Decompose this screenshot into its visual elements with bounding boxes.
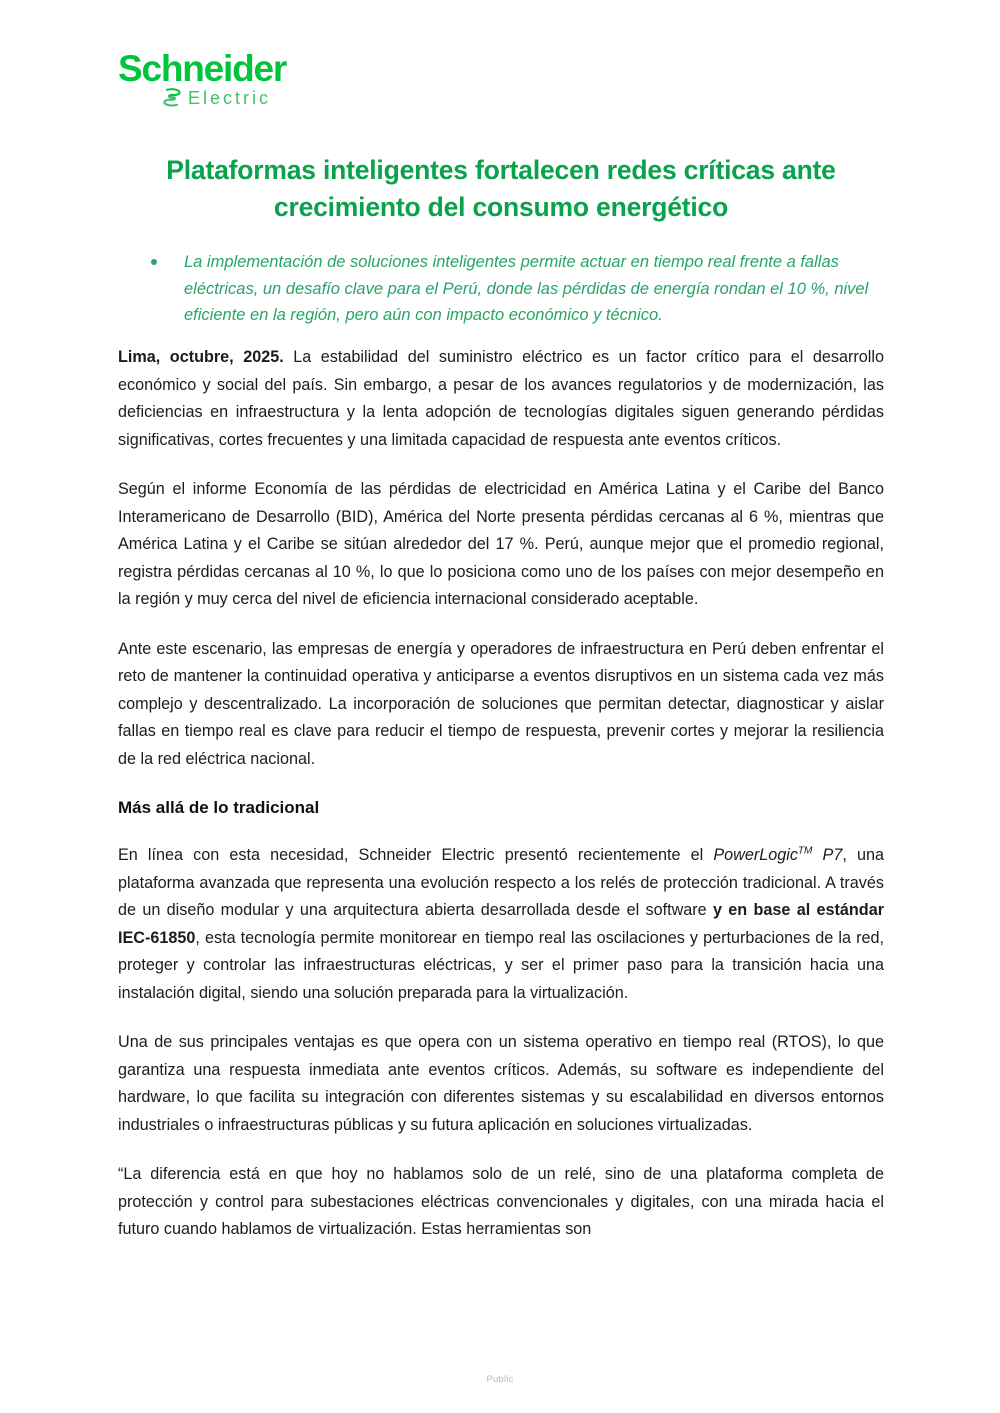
- trademark-symbol: TM: [797, 845, 813, 857]
- schneider-electric-logo: [118, 48, 378, 112]
- page-title: Plataformas inteligentes fortalecen redes críticas ante crecimiento del consumo energético: [166, 155, 836, 222]
- logo-subrow: [118, 88, 378, 107]
- logo-wordmark: Schneider: [118, 48, 287, 89]
- product-name: PowerLogic: [713, 846, 798, 864]
- dateline: Lima, octubre, 2025.: [118, 348, 284, 366]
- list-item: [118, 249, 884, 329]
- paragraph-rtos-advantages: Una de sus principales ventajas es que opera con un sistema operativo en tiempo real (RTOS), lo que garantiza una respuesta inmediata ante eventos críticos. Además, su software es independiente del hardware, lo que facilita su integración con diferentes sistemas y su escalabilidad en diversos entornos industriales o infraestructuras públicas y su futura aplicación en soluciones virtualizadas.: [118, 1033, 884, 1134]
- lead-bullet-list: [118, 249, 884, 329]
- paragraph-intro-text: La estabilidad del suministro eléctrico es un factor crítico para el desarrollo económico y social del país. Sin embargo, a pesar de los avances regulatorios y de modernización, las deficiencias en infraestructura y la lenta adopción de tecnologías digitales siguen generando pérdidas significativas, cortes frecuentes y una limitada capacidad de respuesta ante eventos críticos.: [118, 348, 884, 449]
- paragraph-operators-challenge: Ante este escenario, las empresas de energía y operadores de infraestructura en Perú deben enfrentar el reto de mantener la continuidad operativa y anticiparse a eventos disruptivos en un sistema cada vez más complejo y descentralizado. La incorporación de soluciones que permitan detectar, diagnosticar y aislar fallas en tiempo real es clave para reducir el tiempo de respuesta, prevenir cortes y mejorar la resiliencia de la red eléctrica nacional.: [118, 639, 884, 768]
- powerlogic-mid-text: , una plataforma avanzada que representa una evolución respecto a los relés de protección tradicional. A través de un diseño modular y una arquitectura abierta desarrollada desde el software: [118, 846, 884, 919]
- powerlogic-end-text: , esta tecnología permite monitorear en tiempo real las oscilaciones y perturbaciones de la red, proteger y controlar las infraestructuras eléctricas, y ser el primer paso para la transición hacia una instalación digital, siendo una solución preparada para la virtualización.: [118, 928, 884, 1002]
- schneider-s-symbol-icon: [161, 88, 183, 107]
- powerlogic-intro-text: En línea con esta necesidad, Schneider Electric presentó recientemente el: [118, 846, 714, 864]
- footer-classification: Public: [486, 1374, 514, 1385]
- paragraph-quote: “La diferencia está en que hoy no hablamos solo de un relé, sino de una plataforma completa de protección y control para subestaciones eléctricas convencionales y digitales, con una mirada hacia el futuro cuando hablamos de virtualización. Estas herramientas son: [118, 1165, 884, 1238]
- section-heading-beyond-traditional: Más allá de lo tradicional: [118, 798, 320, 817]
- bullet-point-icon: [151, 259, 157, 265]
- paragraph-intro: [118, 344, 884, 454]
- lead-bullet-text: La implementación de soluciones inteligentes permite actuar en tiempo real frente a fallas eléctricas, un desafío clave para el Perú, donde las pérdidas de energía rondan el 10 %, nivel eficiente en la región, pero aún con impacto económico y técnico.: [184, 253, 869, 324]
- product-model: P7: [812, 846, 843, 864]
- paragraph-losses-report: Según el informe Economía de las pérdidas de electricidad en América Latina y el Caribe del Banco Interamericano de Desarrollo (BID), América del Norte presenta pérdidas cercanas al 6 %, mientras que América Latina y el Caribe se sitúan alrededor del 17 %. Perú, aunque mejor que el promedio regional, registra pérdidas cercanas al 10 %, lo que lo posiciona como uno de los países con mejor desempeño en la región y muy cerca del nivel de eficiencia internacional considerado aceptable.: [118, 480, 884, 608]
- standard-iec-61850: y en base al estándar IEC-61850: [118, 901, 884, 947]
- paragraph-powerlogic: [118, 842, 884, 1007]
- document-body: [118, 344, 884, 1244]
- logo-subwordmark: Electric: [188, 87, 272, 108]
